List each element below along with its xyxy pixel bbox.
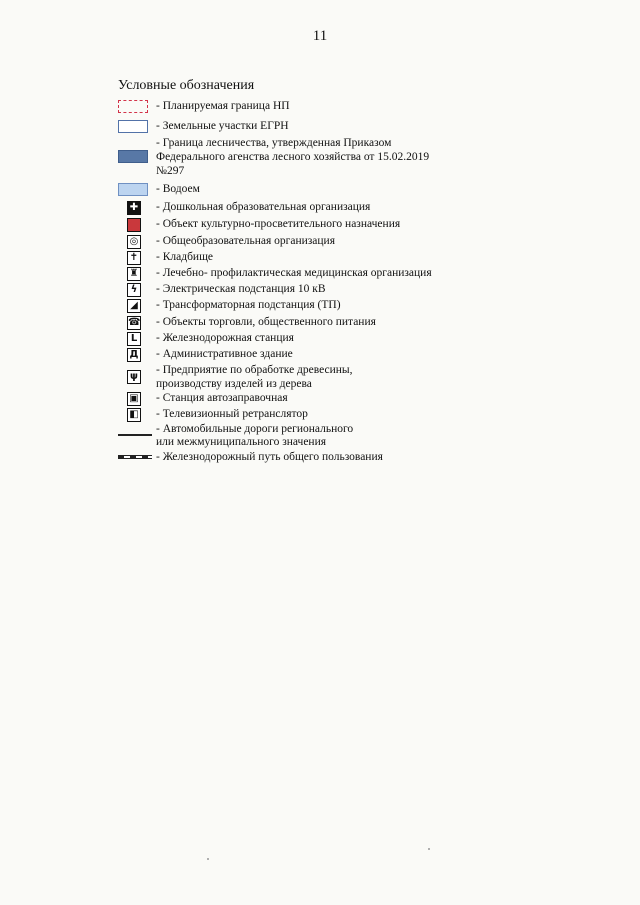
- legend-text: - Объект культурно-просветительного назначения: [156, 218, 401, 230]
- legend-text: - Железнодорожная станция: [156, 332, 294, 344]
- legend-text: - Объекты торговли, общественного питания: [156, 316, 376, 328]
- legend-text: - Станция автозаправочная: [156, 392, 288, 404]
- school-icon: ◎: [127, 235, 141, 249]
- railway-track-symbol: [118, 455, 152, 459]
- legend-text-line2: или межмуниципального значения: [156, 436, 327, 448]
- legend-text: - Электрическая подстанция 10 кВ: [156, 283, 326, 295]
- legend-text: - Административное здание: [156, 348, 293, 360]
- cemetery-icon: ✝: [127, 251, 141, 265]
- admin-building-icon: Д: [127, 348, 141, 362]
- legend-title: Условные обозначения: [118, 78, 255, 93]
- cultural-object-icon: ●: [127, 218, 141, 232]
- kindergarten-icon: ✚: [127, 201, 141, 215]
- trade-icon: ☎: [128, 317, 141, 328]
- gas-station-icon: ▣: [127, 392, 141, 406]
- legend-text: - Лечебно- профилактическая медицинская организация: [156, 267, 432, 279]
- legend-text-line3: №297: [156, 165, 185, 177]
- planned-boundary-symbol: [118, 100, 148, 113]
- legend-text: - Земельные участки ЕГРН: [156, 120, 289, 132]
- medical-icon: ♜: [127, 267, 141, 281]
- electric-substation-icon: ϟ: [127, 283, 141, 297]
- legend-text: - Телевизионный ретранслятор: [156, 408, 308, 420]
- page-number: 11: [312, 28, 328, 44]
- legend-text: - Планируемая граница НП: [156, 100, 290, 112]
- legend-text: - Предприятие по обработке древесины,: [156, 364, 353, 376]
- scan-speck: [207, 858, 209, 860]
- water-body-symbol: [118, 183, 148, 196]
- wood-processing-icon: ψ: [127, 370, 141, 384]
- legend-text: - Железнодорожный путь общего пользования: [156, 451, 383, 463]
- forestry-boundary-symbol: [118, 150, 148, 163]
- regional-road-symbol: [118, 434, 152, 436]
- land-plot-symbol: [118, 120, 148, 133]
- legend-text: - Кладбище: [156, 251, 214, 263]
- legend-text-line2: производству изделей из дерева: [156, 378, 312, 390]
- legend-text: - Водоем: [156, 183, 200, 195]
- legend-text: - Автомобильные дороги регионального: [156, 423, 354, 435]
- transformer-substation-icon: ◢: [127, 299, 141, 313]
- tv-repeater-icon: ◧: [127, 408, 141, 422]
- railway-station-icon: L: [127, 332, 141, 346]
- legend-text: - Общеобразовательная организация: [156, 235, 335, 247]
- legend-text: - Трансформаторная подстанция (ТП): [156, 299, 341, 311]
- scan-speck: [428, 848, 430, 850]
- legend-text-line2: Федерального агенства лесного хозяйства от 15.02.2019: [156, 151, 430, 163]
- legend-text: - Граница лесничества, утвержденная Приказом: [156, 137, 392, 149]
- legend-text: - Дошкольная образовательная организация: [156, 201, 371, 213]
